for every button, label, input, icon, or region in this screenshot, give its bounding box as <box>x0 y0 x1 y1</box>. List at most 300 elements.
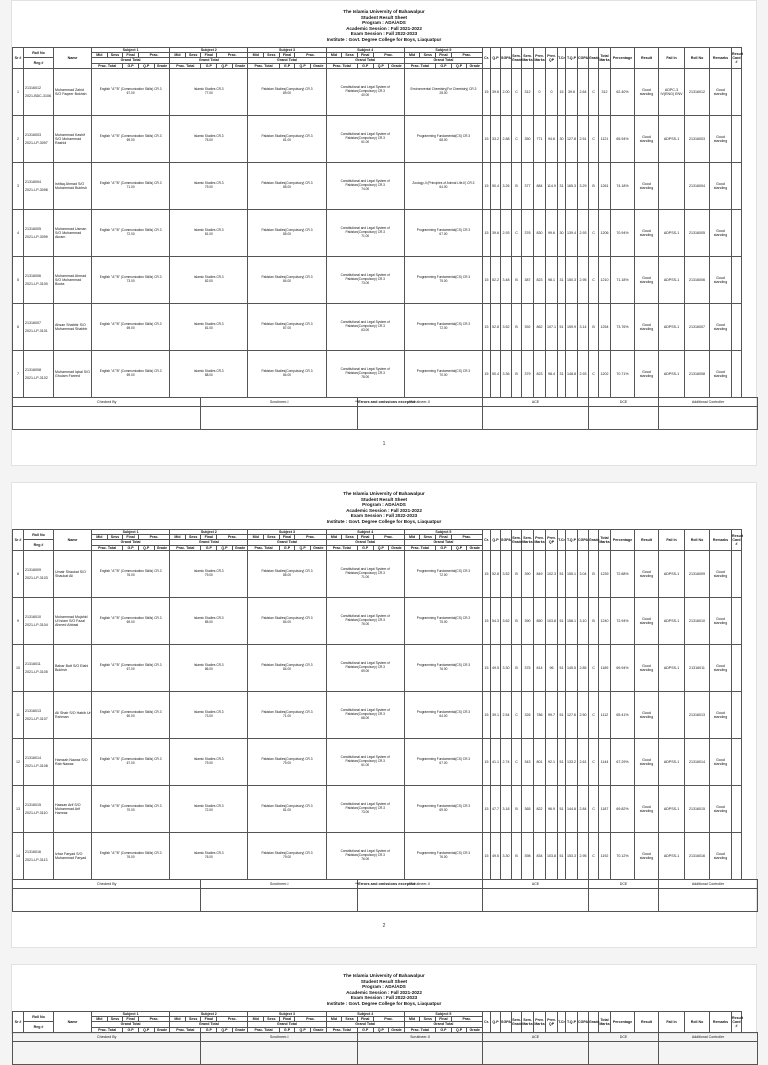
col-grade: Grade <box>310 545 326 550</box>
table-row <box>13 597 758 644</box>
prev-marks-cell: 884 <box>534 162 546 209</box>
sgpa-cell: 3.52 <box>501 550 512 597</box>
subject1-cell: English "A""B" (Communication Skills) CR.3 71.00 <box>92 162 170 209</box>
qp-cell: 39.6 <box>491 209 501 256</box>
cgpa-cell: 2.93 <box>578 209 589 256</box>
prev-qp-cell: 103.8 <box>546 832 558 879</box>
col-sem-grade: Sem. Grade <box>512 48 522 69</box>
subject3-cell: Pakistan Studies(Compulsory) CR.3 79.00 <box>248 832 326 879</box>
subject2-cell: Islamic Studies CR.3 88.00 <box>170 350 248 397</box>
subject2-cell: Islamic Studies CR.3 79.00 <box>170 738 248 785</box>
result-card-cell <box>732 350 742 397</box>
col-final: Final <box>357 53 373 58</box>
col-grade: Grade <box>232 545 248 550</box>
col-final: Final <box>357 1017 373 1022</box>
col-sess: Sess <box>185 53 201 58</box>
col-final: Final <box>123 53 139 58</box>
col-prac: Prac. <box>138 535 169 540</box>
col-subject5: Subject 5 <box>404 48 482 53</box>
col-grade: Grade <box>389 63 405 68</box>
subject5-cell: Programming Fundamental(CS) CR.3 68.00 <box>404 115 482 162</box>
col-mid: Mid <box>248 1017 264 1022</box>
sheet-title: Student Result Sheet <box>360 978 408 984</box>
sheet-header <box>12 1 756 43</box>
col-final: Final <box>436 53 452 58</box>
col-prac-total: Prac. Total <box>92 63 123 68</box>
sem-grade-cell: C <box>512 691 522 738</box>
subject4-cell: Constitutional and Legal System of Pakistan(Compulsory) CR.3 71.00 <box>326 550 404 597</box>
col-gp: G.P <box>436 63 452 68</box>
cr-cell: 15 <box>483 785 491 832</box>
roll-no-cell: 21316014 <box>685 738 710 785</box>
subject1-cell: English "A""B" (Communication Skills) CR.3 67.00 <box>92 644 170 691</box>
col-grade: Grade <box>232 63 248 68</box>
tqp-cell: 165.3 <box>566 162 578 209</box>
sem-grade-cell: B <box>512 597 522 644</box>
institute-line: Institute : Govt. Degree College for Boys, Liaquatpur <box>326 36 442 42</box>
prev-marks-cell: 850 <box>534 597 546 644</box>
col-mid: Mid <box>248 53 264 58</box>
subject2-cell: Islamic Studies CR.3 85.00 <box>170 597 248 644</box>
tqp-cell: 39.6 <box>566 68 578 115</box>
sem-marks-cell: 387 <box>522 256 534 303</box>
table-row <box>13 644 758 691</box>
roll-no-cell: 21316015 <box>685 785 710 832</box>
col-percentage: Percentage <box>611 1012 635 1033</box>
col-sess: Sess <box>107 1017 123 1022</box>
sem-marks-cell: 379 <box>522 350 534 397</box>
student-name-cell: Umair Shaukat S/O Shaukat Ali <box>54 550 92 597</box>
remarks-cell: Good standing <box>710 832 732 879</box>
sem-grade-cell: B <box>512 303 522 350</box>
subject5-cell: Programming Fundamental(CS) CR.3 75.00 <box>404 256 482 303</box>
fail-in-cell: ADPSS-1 <box>659 785 685 832</box>
cr-cell: 15 <box>483 162 491 209</box>
col-prac: Prac. <box>295 1017 326 1022</box>
col-sem-grade: Sem. Grade <box>512 530 522 551</box>
result-card-cell <box>732 832 742 879</box>
col-subject5: Subject 5 <box>404 1012 482 1017</box>
col-grade: Grade <box>389 1027 405 1032</box>
sem-marks-cell: 398 <box>522 832 534 879</box>
subject4-cell: Constitutional and Legal System of Pakistan(Compulsory) CR.3 71.00 <box>326 209 404 256</box>
col-grade: Grade <box>467 1027 483 1032</box>
col-grade: Grade <box>154 545 170 550</box>
sr-cell: 12 <box>13 738 24 785</box>
result-cell: Good standing <box>635 68 659 115</box>
cr-cell: 15 <box>483 597 491 644</box>
col-prac: Prac. <box>295 53 326 58</box>
roll-no-cell: 21316011 <box>685 644 710 691</box>
col-result-card: Result Card # <box>732 48 742 69</box>
sem-grade-cell: B <box>512 162 522 209</box>
tqp-cell: 145.5 <box>566 644 578 691</box>
col-prac-total: Prac. Total <box>326 545 357 550</box>
sem-marks-cell: 390 <box>522 550 534 597</box>
qp-cell: 50.4 <box>491 350 501 397</box>
percentage-cell: 69.94% <box>611 644 635 691</box>
subject3-cell: Pakistan Studies(Compulsory) CR.3 89.00 <box>248 68 326 115</box>
prev-marks-cell: 849 <box>534 550 546 597</box>
col-remarks: Remarks <box>710 530 732 551</box>
subject5-cell: Programming Fundamental(CS) CR.3 76.00 <box>404 644 482 691</box>
prev-marks-cell: 801 <box>534 738 546 785</box>
subject3-cell: Pakistan Studies(Compulsory) CR.3 85.00 <box>248 162 326 209</box>
tcr-cell: 51 <box>558 597 566 644</box>
subject2-cell: Islamic Studies CR.3 77.00 <box>170 68 248 115</box>
col-qp: Q.P <box>451 1027 467 1032</box>
roll-reg-cell: 21316011 2021-LP-3105 <box>24 644 54 691</box>
col-prac-total: Prac. Total <box>92 1027 123 1032</box>
program-line: Program : ADA/ADS <box>362 984 406 990</box>
result-cell: Good standing <box>635 597 659 644</box>
sem-grade-cell: C <box>512 68 522 115</box>
subject5-cell: Programming Fundamental(CS) CR.3 67.00 <box>404 209 482 256</box>
institute-line: Institute : Govt. Degree College for Boys, Liaquatpur <box>326 518 442 524</box>
sr-cell: 13 <box>13 785 24 832</box>
col-grade: Grade <box>589 530 599 551</box>
col-cr: Cr. <box>483 1012 491 1033</box>
percentage-cell: 70.12% <box>611 832 635 879</box>
subject2-cell: Islamic Studies CR.3 76.00 <box>170 832 248 879</box>
result-cell: Good standing <box>635 303 659 350</box>
grade-cell: C <box>589 691 599 738</box>
sem-marks-cell: 376 <box>522 209 534 256</box>
prev-marks-cell: 823 <box>534 350 546 397</box>
col-mid: Mid <box>404 53 420 58</box>
roll-no-cell: 21316013 <box>685 691 710 738</box>
subject3-cell: Pakistan Studies(Compulsory) CR.3 81.00 <box>248 115 326 162</box>
roll-reg-cell: 21316006 2021-LP-3100 <box>24 256 54 303</box>
col-grade: Grade <box>154 1027 170 1032</box>
grade-cell: C <box>589 832 599 879</box>
sr-cell: 4 <box>13 209 24 256</box>
tqp-cell: 148.8 <box>566 350 578 397</box>
col-grand-total: Grand Total <box>326 1022 404 1027</box>
col-final: Final <box>436 535 452 540</box>
fail-in-cell: ADPSS-1 <box>659 115 685 162</box>
col-prac: Prac. <box>217 535 248 540</box>
sem-marks-cell: 312 <box>522 68 534 115</box>
scrutineer2-label: Scrutineer-II <box>357 1032 482 1041</box>
total-marks-cell: 1189 <box>599 644 611 691</box>
result-cell: Good standing <box>635 550 659 597</box>
table-row <box>13 785 758 832</box>
roll-reg-cell: 21316010 2021-LP-3104 <box>24 597 54 644</box>
student-name-cell: Muhammad Ahmad S/O Muhammad Boota <box>54 256 92 303</box>
result-sheet-page-1 <box>11 0 757 466</box>
col-gp: G.P <box>123 1027 139 1032</box>
table-row <box>13 256 758 303</box>
col-sem-marks: Sem. Marks <box>522 530 534 551</box>
col-qp: Q.P <box>451 63 467 68</box>
cgpa-cell: 2.64 <box>578 68 589 115</box>
total-marks-cell: 312 <box>599 68 611 115</box>
col-prev-marks: Prev. Marks <box>534 530 546 551</box>
percentage-cell: 70.71% <box>611 350 635 397</box>
grade-cell: C <box>589 256 599 303</box>
col-qp: Q.P <box>491 48 501 69</box>
result-cell: Good standing <box>635 644 659 691</box>
col-grade: Grade <box>467 545 483 550</box>
checked-by-label: Checked By <box>13 397 201 406</box>
student-name-cell: Muhammad Kashif S/O Muhammad Rashid <box>54 115 92 162</box>
sgpa-cell: 2.88 <box>501 115 512 162</box>
col-sess: Sess <box>264 53 280 58</box>
col-total-marks: Total Marks <box>599 530 611 551</box>
fail-in-cell: ADPC-3 IV(ENG) ENV <box>659 68 685 115</box>
tqp-cell: 158.1 <box>566 597 578 644</box>
col-grade: Grade <box>467 63 483 68</box>
prev-qp-cell: 92.1 <box>546 738 558 785</box>
col-result: Result <box>635 48 659 69</box>
grade-cell: C <box>589 209 599 256</box>
roll-reg-cell: 21316003 2021-LP-3097 <box>24 115 54 162</box>
student-name-cell: Izhar Faryad S/O Muhammad Faryad <box>54 832 92 879</box>
col-qp: Q.P <box>491 1012 501 1033</box>
roll-no-cell: 21316006 <box>685 256 710 303</box>
total-marks-cell: 1254 <box>599 303 611 350</box>
total-marks-cell: 1144 <box>599 738 611 785</box>
subject3-cell: Pakistan Studies(Compulsory) CR.3 71.00 <box>248 691 326 738</box>
subject4-cell: Constitutional and Legal System of Pakistan(Compulsory) CR.3 76.00 <box>326 832 404 879</box>
col-prac-total: Prac. Total <box>404 545 435 550</box>
checked-by-label: Checked By <box>13 879 201 888</box>
result-card-cell <box>732 115 742 162</box>
col-sess: Sess <box>342 1017 358 1022</box>
errors-note: **Errors and omissions excepted <box>355 400 415 404</box>
qp-cell: 49.5 <box>491 832 501 879</box>
percentage-cell: 65.94% <box>611 115 635 162</box>
percentage-cell: 72.94% <box>611 597 635 644</box>
col-prac: Prac. <box>451 53 482 58</box>
col-grade: Grade <box>589 1012 599 1033</box>
program-line: Program : ADA/ADS <box>362 20 406 26</box>
col-qp: Q.P <box>373 63 389 68</box>
subject5-cell: Programming Fundamental(CS) CR.3 72.00 <box>404 303 482 350</box>
prev-marks-cell: 0 <box>534 68 546 115</box>
col-percentage: Percentage <box>611 48 635 69</box>
subject3-cell: Pakistan Studies(Compulsory) CR.3 84.00 <box>248 597 326 644</box>
table-row <box>13 303 758 350</box>
result-cell: Good standing <box>635 691 659 738</box>
qp-cell: 41.1 <box>491 738 501 785</box>
roll-reg-cell: 21316005 2021-LP-3099 <box>24 209 54 256</box>
sem-grade-cell: B <box>512 832 522 879</box>
col-sem-marks: Sem. Marks <box>522 1012 534 1033</box>
cgpa-cell: 3.04 <box>578 550 589 597</box>
prev-qp-cell: 102.3 <box>546 550 558 597</box>
col-sgpa: SGPA <box>501 530 512 551</box>
col-grade: Grade <box>589 48 599 69</box>
cgpa-cell: 2.93 <box>578 350 589 397</box>
subject1-cell: English "A""B" (Communication Skills) CR.3 73.00 <box>92 256 170 303</box>
sem-marks-cell: 365 <box>522 785 534 832</box>
result-card-cell <box>732 162 742 209</box>
subject4-cell: Constitutional and Legal System of Pakistan(Compulsory) CR.3 68.00 <box>326 691 404 738</box>
cgpa-cell: 2.84 <box>578 785 589 832</box>
table-row <box>13 209 758 256</box>
tcr-cell: 51 <box>558 832 566 879</box>
result-card-cell <box>732 691 742 738</box>
subject4-cell: Constitutional and Legal System of Pakistan(Compulsory) CR.3 40.00 <box>326 68 404 115</box>
col-fail-in: Fail In <box>659 530 685 551</box>
subject5-cell: Programming Fundamental(CS) CR.3 67.00 <box>404 738 482 785</box>
tcr-cell: 31 <box>558 350 566 397</box>
col-sgpa: SGPA <box>501 48 512 69</box>
sr-cell: 3 <box>13 162 24 209</box>
col-prac-total: Prac. Total <box>404 1027 435 1032</box>
col-gp: G.P <box>201 1027 217 1032</box>
roll-reg-cell: 21316008 2021-LP-3102 <box>24 350 54 397</box>
sr-cell: 8 <box>13 550 24 597</box>
total-marks-cell: 1261 <box>599 162 611 209</box>
errors-note: **Errors and omissions excepted <box>355 882 415 886</box>
result-cell: Good standing <box>635 162 659 209</box>
col-mid: Mid <box>404 535 420 540</box>
tcr-cell: 51 <box>558 550 566 597</box>
sem-grade-cell: B <box>512 785 522 832</box>
col-mid: Mid <box>92 53 108 58</box>
total-marks-cell: 1187 <box>599 785 611 832</box>
subject4-cell: Constitutional and Legal System of Pakistan(Compulsory) CR.3 63.00 <box>326 303 404 350</box>
tcr-cell: 15 <box>558 68 566 115</box>
subject5-cell: Programming Fundamental(CS) CR.3 72.00 <box>404 550 482 597</box>
col-result: Result <box>635 530 659 551</box>
col-mid: Mid <box>404 1017 420 1022</box>
col-roll: Roll No <box>24 48 54 58</box>
col-subject3: Subject 3 <box>248 530 326 535</box>
col-qp: Q.P <box>451 545 467 550</box>
scrutineer2-label: Scrutineer-II <box>357 397 482 406</box>
ace-label: ACE <box>483 879 589 888</box>
col-tqp: T.Q.P <box>566 530 578 551</box>
student-name-cell: Ishfaq Ahmad S/O Muhammad Bukhsh <box>54 162 92 209</box>
page-number: 1 <box>382 441 386 447</box>
prev-qp-cell: 107.1 <box>546 303 558 350</box>
col-grand-total: Grand Total <box>404 58 482 63</box>
cgpa-cell: 2.95 <box>578 832 589 879</box>
subject5-cell: Programming Fundamental(CS) CR.3 70.00 <box>404 350 482 397</box>
col-roll: Roll No <box>24 1012 54 1022</box>
result-card-cell <box>732 256 742 303</box>
col-remarks: Remarks <box>710 48 732 69</box>
col-grand-total: Grand Total <box>248 1022 326 1027</box>
dce-label: DCE <box>589 879 659 888</box>
subject3-cell: Pakistan Studies(Compulsory) CR.3 84.00 <box>248 644 326 691</box>
col-sess: Sess <box>107 53 123 58</box>
sem-marks-cell: 390 <box>522 597 534 644</box>
col-sess: Sess <box>420 535 436 540</box>
table-row <box>13 550 758 597</box>
remarks-cell: Good standing <box>710 256 732 303</box>
grade-cell: B <box>589 162 599 209</box>
tqp-cell: 150.3 <box>566 256 578 303</box>
col-sess: Sess <box>107 535 123 540</box>
percentage-cell: 69.82% <box>611 785 635 832</box>
col-qp: Q.P <box>295 63 311 68</box>
tcr-cell: 51 <box>558 303 566 350</box>
tqp-cell: 159.9 <box>566 303 578 350</box>
col-prev-marks: Prev. Marks <box>534 48 546 69</box>
result-cell: Good standing <box>635 115 659 162</box>
qp-cell: 52.2 <box>491 256 501 303</box>
col-fail-in: Fail In <box>659 1012 685 1033</box>
col-remarks: Remarks <box>710 1012 732 1033</box>
col-sess: Sess <box>264 1017 280 1022</box>
subject5-cell: Programming Fundamental(CS) CR.3 76.00 <box>404 832 482 879</box>
col-sgpa: SGPA <box>501 1012 512 1033</box>
subject3-cell: Pakistan Studies(Compulsory) CR.3 85.00 <box>248 209 326 256</box>
cgpa-cell: 2.85 <box>578 644 589 691</box>
cr-cell: 15 <box>483 644 491 691</box>
sgpa-cell: 3.26 <box>501 162 512 209</box>
subject5-cell: Programming Fundamental(CS) CR.3 69.00 <box>404 785 482 832</box>
result-card-cell <box>732 738 742 785</box>
subject4-cell: Constitutional and Legal System of Pakistan(Compulsory) CR.3 69.00 <box>326 644 404 691</box>
sem-grade-cell: B <box>512 550 522 597</box>
fail-in-cell: ADPSS-1 <box>659 209 685 256</box>
subject5-cell: Environmental Chemistry(For Chemistry) CR.3 28.00 <box>404 68 482 115</box>
col-sess: Sess <box>185 535 201 540</box>
sr-cell: 11 <box>13 691 24 738</box>
col-prac: Prac. <box>138 53 169 58</box>
sr-cell: 9 <box>13 597 24 644</box>
tcr-cell: 51 <box>558 644 566 691</box>
col-roll-no: Roll No <box>685 530 710 551</box>
col-gp: G.P <box>357 1027 373 1032</box>
institute-line: Institute : Govt. Degree College for Boys, Liaquatpur <box>326 1000 442 1006</box>
subject3-cell: Pakistan Studies(Compulsory) CR.3 79.00 <box>248 738 326 785</box>
col-prac-total: Prac. Total <box>170 1027 201 1032</box>
col-final: Final <box>201 1017 217 1022</box>
fail-in-cell: ADPSS-1 <box>659 350 685 397</box>
result-cell: Good standing <box>635 209 659 256</box>
remarks-cell: Good standing <box>710 209 732 256</box>
col-mid: Mid <box>92 535 108 540</box>
result-table <box>12 47 758 430</box>
tqp-cell: 139.4 <box>566 209 578 256</box>
subject3-cell: Pakistan Studies(Compulsory) CR.3 81.00 <box>248 785 326 832</box>
col-prac: Prac. <box>373 1017 404 1022</box>
fail-in-cell: ADPSS-1 <box>659 303 685 350</box>
result-table <box>12 529 758 912</box>
sem-grade-cell: B <box>512 644 522 691</box>
col-final: Final <box>357 535 373 540</box>
qp-cell: 39.1 <box>491 691 501 738</box>
prev-marks-cell: 771 <box>534 115 546 162</box>
prev-marks-cell: 834 <box>534 832 546 879</box>
academic-session-line: Academic Session : Fall 2021-2022 <box>346 989 422 995</box>
col-prac-total: Prac. Total <box>326 63 357 68</box>
remarks-cell: Good standing <box>710 691 732 738</box>
sgpa-cell: 3.52 <box>501 303 512 350</box>
col-subject4: Subject 4 <box>326 1012 404 1017</box>
fail-in-cell: ADPSS-1 <box>659 738 685 785</box>
total-marks-cell: 1112 <box>599 691 611 738</box>
sgpa-cell: 2.54 <box>501 691 512 738</box>
grade-cell: C <box>589 785 599 832</box>
additional-controller-label: Additional Controller <box>659 397 758 406</box>
col-grand-total: Grand Total <box>92 58 170 63</box>
col-sem-marks: Sem. Marks <box>522 48 534 69</box>
col-sess: Sess <box>342 535 358 540</box>
total-marks-cell: 1202 <box>599 350 611 397</box>
col-mid: Mid <box>170 1017 186 1022</box>
col-prac-total: Prac. Total <box>170 545 201 550</box>
col-result: Result <box>635 1012 659 1033</box>
university-name: The Islamia University of Bahawalpur <box>343 973 425 978</box>
